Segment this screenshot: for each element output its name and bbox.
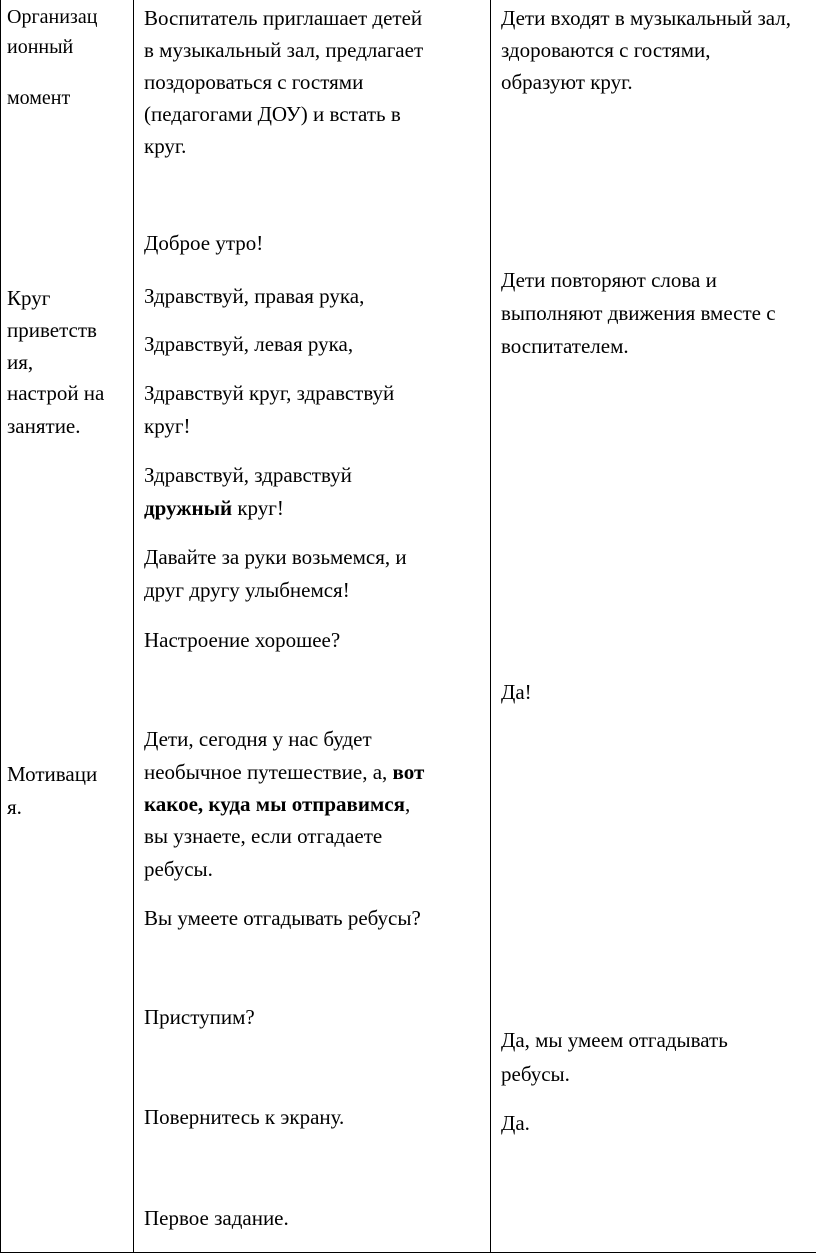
children-text: Дети входят в музыкальный зал,	[501, 6, 792, 30]
teacher-text: Вы умеете отгадывать ребусы?	[144, 906, 421, 930]
stage-label: Мотиваци	[7, 762, 98, 786]
plain-text: необычное путешествие, а,	[144, 760, 393, 784]
teacher-text: Настроение хорошее?	[144, 628, 341, 652]
children-text: Да!	[501, 680, 532, 704]
teacher-text: поздороваться с гостями	[144, 70, 364, 94]
stage-label: Организац	[7, 6, 98, 28]
children-text: здороваются с гостями,	[501, 38, 711, 62]
teacher-text	[144, 492, 284, 524]
teacher-text: Повернитесь к экрану.	[144, 1105, 345, 1129]
stage-label: ия,	[7, 350, 34, 374]
stage-label: Круг	[7, 286, 51, 310]
teacher-text: круг.	[144, 134, 187, 158]
stage-label: приветств	[7, 318, 97, 342]
children-text: Да.	[501, 1111, 530, 1135]
bold-text: вот	[392, 760, 425, 784]
stage-label: ионный	[7, 36, 74, 58]
teacher-text: Дети, сегодня у нас будет	[144, 727, 372, 751]
bold-text: какое, куда мы отправимся	[144, 792, 405, 816]
teacher-text: круг!	[144, 414, 191, 438]
children-text: выполняют движения вместе с	[501, 301, 776, 325]
teacher-text: Приступим?	[144, 1005, 255, 1029]
children-text: воспитателем.	[501, 334, 629, 358]
teacher-text: Первое задание.	[144, 1206, 289, 1230]
teacher-text	[144, 756, 424, 788]
teacher-text: в музыкальный зал, предлагает	[144, 38, 424, 62]
children-text: Дети повторяют слова и	[501, 268, 717, 292]
column-divider-2	[490, 0, 491, 1253]
teacher-text: вы узнаете, если отгадаете	[144, 824, 383, 848]
teacher-text	[144, 788, 410, 820]
table-border-bottom	[0, 1252, 816, 1253]
teacher-text: Здравствуй круг, здравствуй	[144, 381, 395, 405]
stage-label: момент	[7, 87, 71, 109]
children-text: ребусы.	[501, 1062, 570, 1086]
children-text: Да, мы умеем отгадывать	[501, 1028, 728, 1052]
teacher-text: Здравствуй, правая рука,	[144, 284, 365, 308]
teacher-text: (педагогами ДОУ) и встать в	[144, 102, 401, 126]
stage-label: настрой на	[7, 381, 105, 405]
column-divider-1	[133, 0, 134, 1253]
bold-text: дружный	[144, 496, 233, 520]
teacher-text: друг другу улыбнемся!	[144, 578, 350, 602]
stage-label: занятие.	[7, 414, 81, 438]
plain-text: круг!	[232, 496, 284, 520]
stage-label: я.	[7, 795, 22, 819]
teacher-text: Давайте за руки возьмемся, и	[144, 545, 407, 569]
children-text: образуют круг.	[501, 70, 633, 94]
teacher-text: ребусы.	[144, 857, 213, 881]
teacher-text: Здравствуй, здравствуй	[144, 463, 352, 487]
teacher-text: Доброе утро!	[144, 231, 264, 255]
table-border-left	[0, 0, 1, 1253]
teacher-text: Здравствуй, левая рука,	[144, 332, 354, 356]
teacher-text: Воспитатель приглашает детей	[144, 6, 423, 30]
plain-text: ,	[404, 792, 411, 816]
